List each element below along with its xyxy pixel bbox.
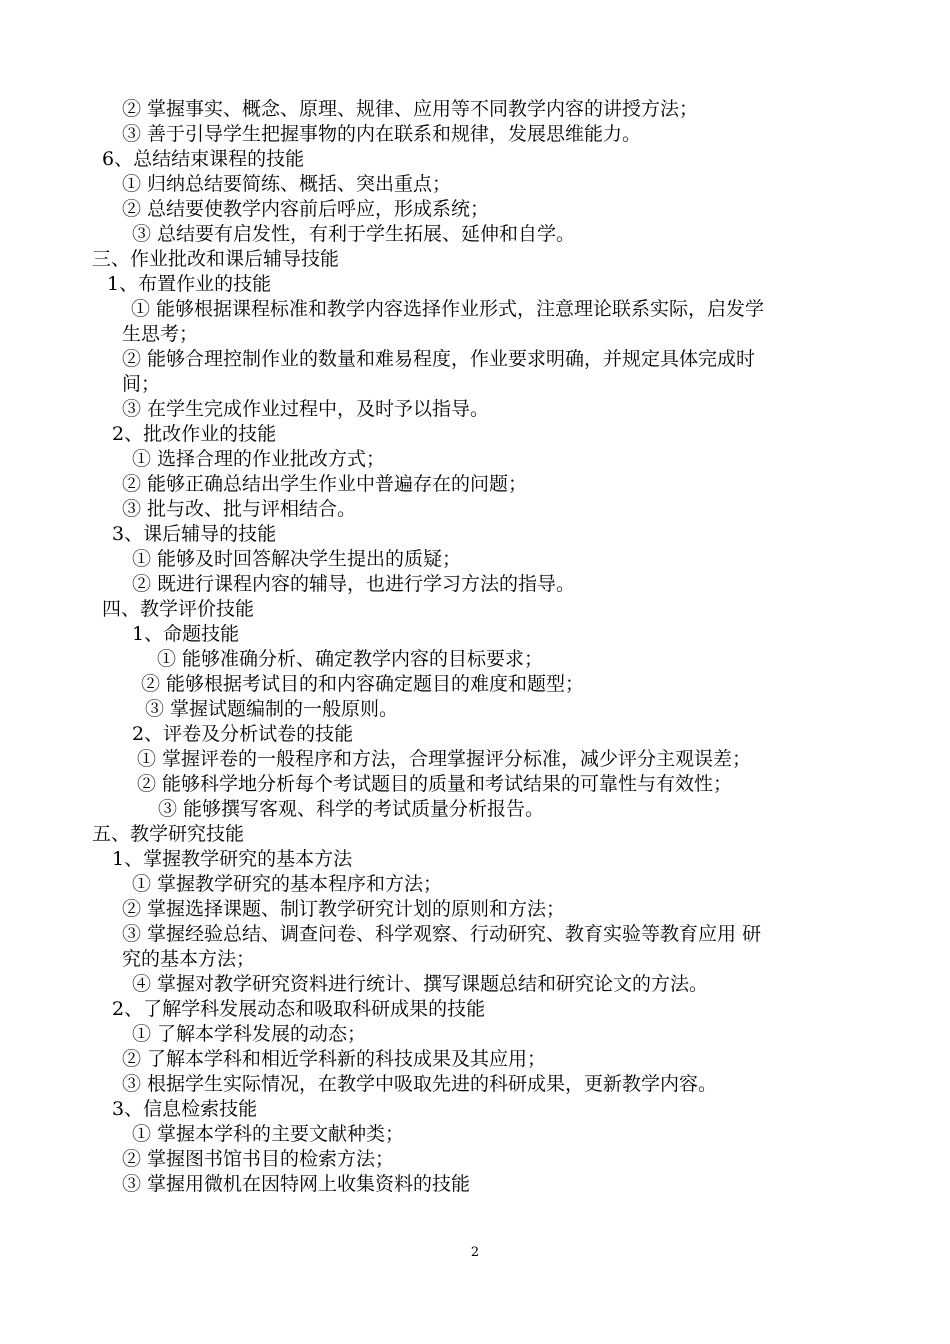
text-line: ② 总结要使教学内容前后呼应，形成系统； <box>122 198 490 220</box>
text-line: ② 了解本学科和相近学科新的科技成果及其应用； <box>122 1048 547 1070</box>
text-line: 究的基本方法； <box>122 948 256 970</box>
section-heading: 1、命题技能 <box>132 623 240 645</box>
section-heading: 1、掌握教学研究的基本方法 <box>112 848 353 870</box>
text-line: ③ 能够撰写客观、科学的考试质量分析报告。 <box>158 798 545 820</box>
text-line: ① 了解本学科发展的动态； <box>132 1023 367 1045</box>
text-line: ③ 批与改、批与评相结合。 <box>122 498 357 520</box>
chapter-heading: 三、作业批改和课后辅导技能 <box>92 248 340 270</box>
page-number: 2 <box>470 1245 480 1260</box>
section-heading: 3、信息检索技能 <box>112 1098 258 1120</box>
section-heading: 2、批改作业的技能 <box>112 423 277 445</box>
section-heading: 3、课后辅导的技能 <box>112 523 277 545</box>
text-line: ③ 总结要有启发性，有利于学生拓展、延伸和自学。 <box>132 223 576 245</box>
text-line: ③ 善于引导学生把握事物的内在联系和规律，发展思维能力。 <box>122 123 642 145</box>
text-line: ② 能够正确总结出学生作业中普遍存在的问题； <box>122 473 528 495</box>
text-line: ① 掌握评卷的一般程序和方法，合理掌握评分标准，减少评分主观误差； <box>137 748 752 770</box>
text-line: ① 归纳总结要简练、概括、突出重点； <box>122 173 452 195</box>
text-line: 生思考； <box>122 323 199 345</box>
text-line: ① 掌握教学研究的基本程序和方法； <box>132 873 443 895</box>
text-line: ① 选择合理的作业批改方式； <box>132 448 386 470</box>
text-line: ② 能够合理控制作业的数量和难易程度，作业要求明确，并规定具体完成时 <box>122 348 756 370</box>
text-line: ② 能够根据考试目的和内容确定题目的难度和题型； <box>141 673 585 695</box>
text-line: ① 能够及时回答解决学生提出的质疑； <box>132 548 462 570</box>
section-heading: 6、总结结束课程的技能 <box>102 148 305 170</box>
text-line: ③ 掌握经验总结、调查问卷、科学观察、行动研究、教育实验等教育应用 研 <box>122 923 762 945</box>
chapter-heading: 五、教学研究技能 <box>92 823 245 845</box>
text-line: ① 掌握本学科的主要文献种类； <box>132 1123 405 1145</box>
text-line: 间； <box>122 373 161 395</box>
section-heading: 1、布置作业的技能 <box>107 273 272 295</box>
text-line: ③ 掌握试题编制的一般原则。 <box>145 698 399 720</box>
section-heading: 2、评卷及分析试卷的技能 <box>132 723 354 745</box>
chapter-heading: 四、教学评价技能 <box>102 598 255 620</box>
text-line: ② 掌握事实、概念、原理、规律、应用等不同教学内容的讲授方法； <box>122 98 699 120</box>
text-line: ② 能够科学地分析每个考试题目的质量和考试结果的可靠性与有效性； <box>137 773 733 795</box>
text-line: ② 掌握选择课题、制订教学研究计划的原则和方法； <box>122 898 566 920</box>
text-line: ② 掌握图书馆书目的检索方法； <box>122 1148 395 1170</box>
text-line: ③ 根据学生实际情况，在教学中吸取先进的科研成果，更新教学内容。 <box>122 1073 718 1095</box>
text-line: ③ 在学生完成作业过程中，及时予以指导。 <box>122 398 490 420</box>
section-heading: 2、了解学科发展动态和吸取科研成果的技能 <box>112 998 486 1020</box>
text-line: ① 能够准确分析、确定教学内容的目标要求； <box>157 648 544 670</box>
text-line: ④ 掌握对教学研究资料进行统计、撰写课题总结和研究论文的方法。 <box>132 973 709 995</box>
text-line: ② 既进行课程内容的辅导，也进行学习方法的指导。 <box>132 573 576 595</box>
text-line: ③ 掌握用微机在因特网上收集资料的技能 <box>122 1173 471 1195</box>
text-line: ① 能够根据课程标准和教学内容选择作业形式，注意理论联系实际，启发学 <box>131 298 765 320</box>
